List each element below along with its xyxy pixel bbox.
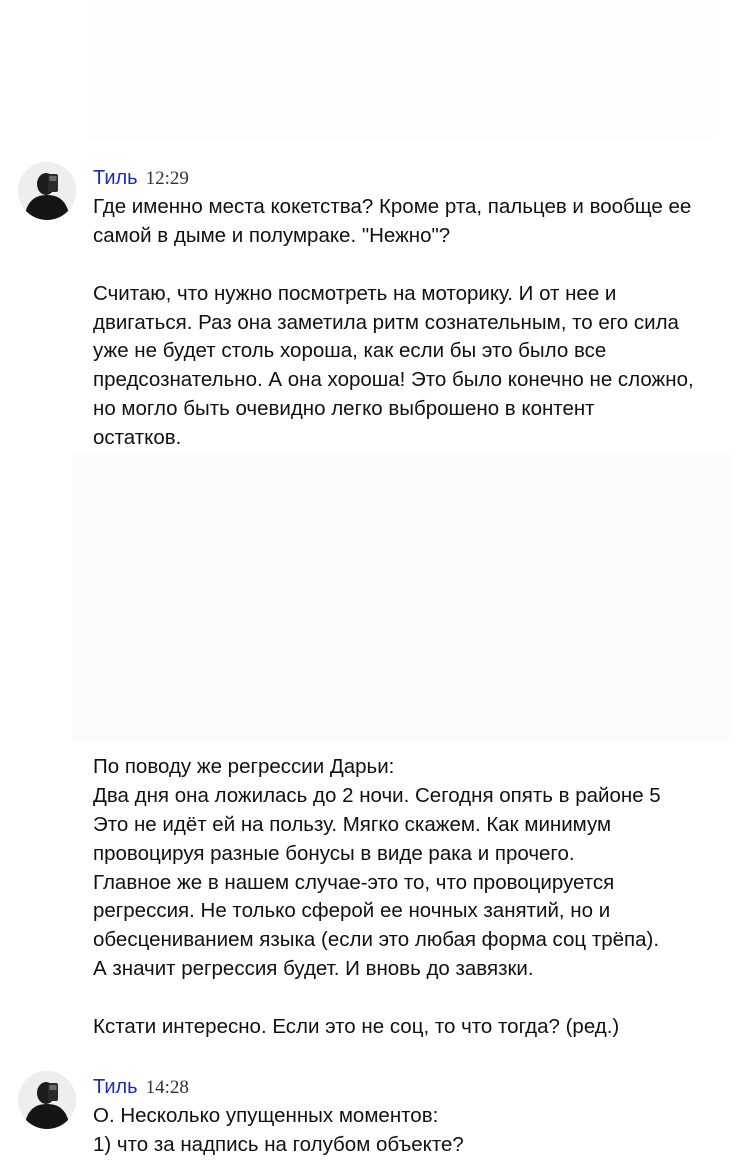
author-name[interactable]: Тиль [93, 167, 138, 189]
message-text [93, 1102, 733, 1160]
text-line: Два дня она ложилась до 2 ночи. Сегодня опять в районе 5 [93, 783, 661, 807]
user-photo-icon [18, 162, 76, 220]
text-line: Главное же в нашем случае-это то, что провоцируется [93, 870, 615, 894]
text-line: Это не идёт ей на пользу. Мягко скажем. Как минимум [93, 812, 612, 836]
avatar[interactable] [18, 162, 76, 220]
text-line: уже не будет столь хороша, как если бы это было все [93, 339, 607, 363]
image-attachment[interactable] [88, 0, 713, 140]
image-attachment[interactable] [72, 452, 730, 742]
text-line: остатков. [93, 426, 182, 450]
message-text [93, 753, 733, 1042]
text-line: провоцируя разные бонусы в виде рака и прочего. [93, 841, 575, 865]
text-line: А значит регрессия будет. И вновь до завязки. [93, 957, 534, 981]
text-line: Где именно места кокетства? Кроме рта, пальцев и вообще ее [93, 195, 692, 218]
text-line: 1) что за надпись на голубом объекте? [93, 1132, 464, 1156]
message-time[interactable]: 14:28 [145, 1077, 189, 1098]
user-photo-icon [18, 1071, 76, 1129]
avatar[interactable] [18, 1071, 76, 1129]
text-line: О. Несколько упущенных моментов: [93, 1104, 439, 1127]
text-line: регрессия. Не только сферой ее ночных занятий, но и [93, 899, 611, 923]
text-line: обесцениванием языка (если это любая форма соц трёпа). [93, 928, 660, 952]
text-line: самой в дыме и полумраке. "Нежно"? [93, 223, 451, 247]
message-header [93, 165, 189, 191]
text-line: предсознательно. А она хороша! Это было конечно не сложно, [93, 368, 694, 392]
text-line: Считаю, что нужно посмотреть на моторику. И от нее и [93, 281, 617, 305]
author-name[interactable]: Тиль [93, 1076, 138, 1098]
message-header [93, 1074, 189, 1100]
message-text [93, 193, 733, 453]
text-line: двигаться. Раз она заметила ритм сознательным, то его сила [93, 310, 679, 334]
message-time[interactable]: 12:29 [145, 168, 189, 189]
text-line: Кстати интересно. Если это не соц, то что тогда? (ред.) [93, 1015, 620, 1039]
text-line: но могло быть очевидно легко выброшено в контент [93, 397, 595, 421]
text-line: По поводу же регрессии Дарьи: [93, 755, 395, 778]
